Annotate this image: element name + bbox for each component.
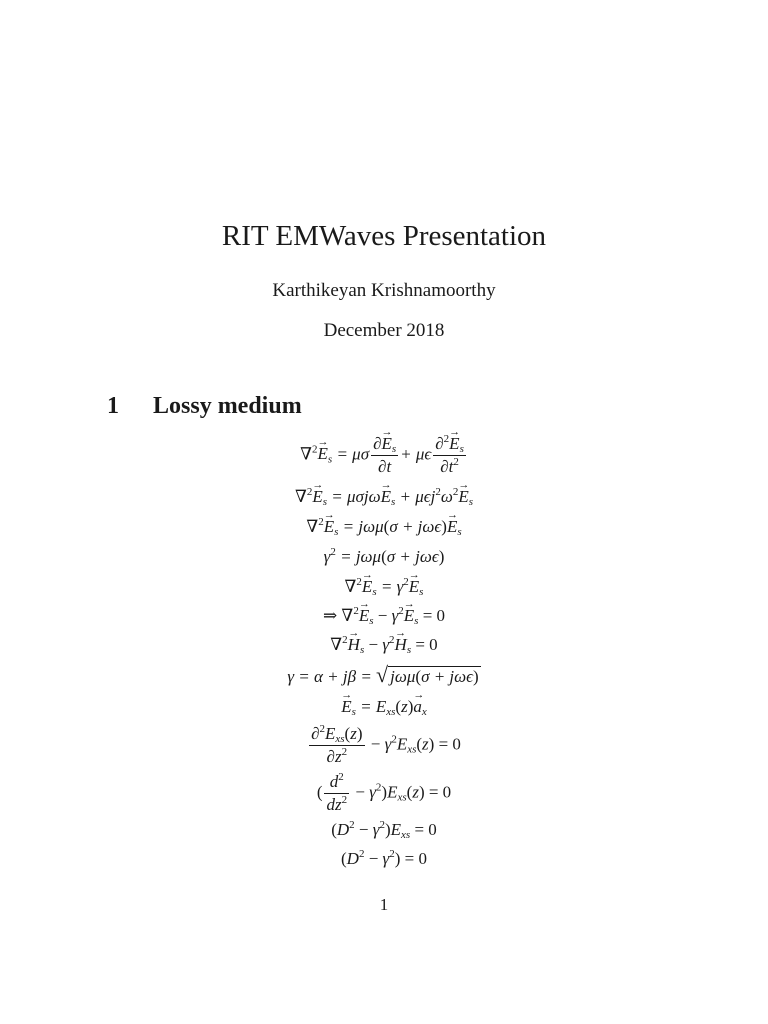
equation-12: $(D^2 - \gamma^2)E_{xs} = 0$ [331,819,437,841]
section-heading [107,390,302,422]
equation-8: γ = α + jβ = √ jωμ(σ + jωϵ) [287,662,479,687]
equation-5: $\nabla^2\to E_s = \gamma^2\to E_s$ [0,576,768,598]
equation-9: → $E_s = E_{xs}(z)\to a_x$ [0,696,768,718]
equation-4: $\gamma^2 = j\omega\mu(\sigma + j\omega\epsilon)$ [323,546,445,566]
document-date: December 2018 [323,320,445,341]
section-title: Lossy medium [153,393,302,419]
equation-1: $\nabla^2\to E_s = \mu\sigma$ $\frac{\partial\to E_s}{\partial t}$ + μϵ $\frac{\partial^2\to E_s}{\partial t^2}$ [0,434,768,477]
section-number: 1 [107,393,119,419]
equation-7: $\nabla^2\to H_s - \gamma^2\to H_s = 0$ [0,634,768,656]
document-author: Karthikeyan Krishnamoorthy [272,280,496,301]
equation-11: ( $\frac{d^2}{dz^2}$ − $\gamma^2)E_{xs}(z) = 0$ [316,771,452,814]
equation-13: $(D^2 - \gamma^2) = 0$ [341,848,427,868]
page-number: 1 [379,895,389,914]
equation-2: $\nabla^2\to E_s = \mu\sigma j\omega\to E_s + \mu\epsilon j^2\omega^2\to E_s$ [0,486,768,508]
document-title: RIT EMWaves Presentation [221,220,547,252]
equation-10: $\frac{\partial^2E_{xs}(z)}{\partial z^2}$ − $\gamma^2E_{xs}(z) = 0$ [311,723,461,766]
equation-3: $\nabla^2\to E_s = j\omega\mu(\sigma + j\omega\epsilon)\to E_s$ [0,516,768,538]
equation-6: ⇒ $\nabla^2\to E_s - \gamma^2\to E_s = 0$ [0,605,768,627]
